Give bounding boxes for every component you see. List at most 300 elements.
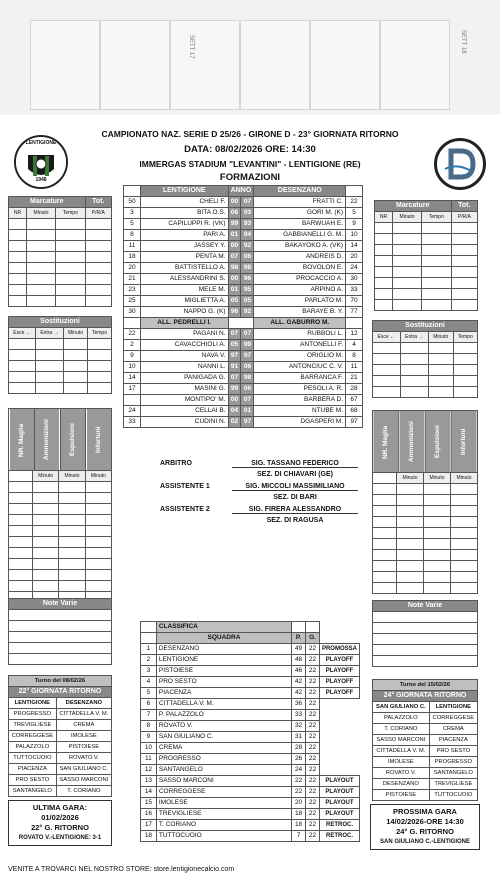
- note-row: [373, 612, 478, 623]
- marcature-row: [9, 219, 112, 230]
- away-shirt-number: 70: [346, 296, 363, 307]
- away-birth-year: 98: [241, 373, 254, 384]
- away-birth-year: 06: [241, 362, 254, 373]
- sheet-tag-left: SETT 17: [188, 35, 194, 59]
- col-tempo: Tempo: [453, 332, 477, 343]
- prossima-fixture: SAN GIULIANO C.-LENTIGIONE: [380, 839, 470, 845]
- fixture-away: CORREGGESE: [429, 713, 477, 724]
- marcature-row: [9, 285, 112, 296]
- home-shirt-number: 11: [124, 241, 141, 252]
- player-row: [124, 395, 363, 406]
- home-birth-year: 00: [228, 274, 241, 285]
- away-birth-year: 92: [241, 307, 254, 318]
- standings-row: [141, 798, 360, 809]
- away-shirt-number: 30: [346, 274, 363, 285]
- fixture-away: TREVIGLIESE: [429, 779, 477, 790]
- marcature-row: [9, 263, 112, 274]
- standings-row: [141, 765, 360, 776]
- standings-position: 2: [141, 655, 157, 666]
- standings-played: 22: [306, 721, 320, 732]
- turno-title: Turno del 08/02/26: [9, 676, 112, 687]
- standings-team: CORREGGESE: [156, 787, 291, 798]
- sostituzioni-row: [373, 354, 478, 365]
- home-birth-year: 07: [228, 252, 241, 263]
- standings-points: 7: [292, 831, 306, 842]
- home-player-name: NAVA V.: [140, 351, 228, 362]
- disciplina-row: [9, 570, 112, 581]
- fixture-away: CREMA: [56, 720, 111, 731]
- home-player-name: MELE M.: [140, 285, 228, 296]
- player-row: [124, 208, 363, 219]
- col-esce: Esce ←: [9, 328, 36, 339]
- fixture-home: T. CORIANO: [373, 724, 430, 735]
- away-shirt-number: 33: [346, 285, 363, 296]
- fixture-home: CITTADELLA V. M.: [373, 746, 430, 757]
- standings-points: 24: [292, 765, 306, 776]
- stadium: IMMERGAS STADIUM "LEVANTINI" - LENTIGIONE (RE): [139, 159, 361, 169]
- player-row: [124, 274, 363, 285]
- away-player-name: PESOLI A. R.: [254, 384, 346, 395]
- player-row: [124, 296, 363, 307]
- away-player-name: ANTONCIUC C. V.: [254, 362, 346, 373]
- standings-row: [141, 809, 360, 820]
- col-squadra: SQUADRA: [156, 633, 291, 644]
- assistente2-label: ASSISTENTE 2: [160, 506, 210, 513]
- home-birth-year: 00: [228, 395, 241, 406]
- arbitro-section: SEZ. DI CHIAVARI (GE): [257, 471, 333, 478]
- col-entra: Entra →: [36, 328, 64, 339]
- match-date: DATA: 08/02/2026 ORE: 14:30: [184, 144, 316, 155]
- home-shirt-number: 22: [124, 329, 141, 340]
- col-maglia: NR. Maglia: [9, 409, 35, 471]
- fixture-row: [373, 746, 478, 757]
- sostituzioni-row: [9, 339, 112, 350]
- home-birth-year: 07: [228, 329, 241, 340]
- standings-played: 22: [306, 809, 320, 820]
- away-shirt-number: 4: [346, 340, 363, 351]
- away-birth-year: 96: [241, 274, 254, 285]
- fixture-row: [373, 735, 478, 746]
- sheet-cell: [380, 20, 450, 110]
- standings-position: 4: [141, 677, 157, 688]
- home-player-name: CAPILUPPI R. (VK): [140, 219, 228, 230]
- standings-zone: [319, 699, 359, 710]
- standings-team: P. PALAZZOLO: [156, 710, 291, 721]
- home-birth-year: 01: [228, 285, 241, 296]
- marcature-row: [375, 234, 478, 245]
- sheet-cell: [310, 20, 380, 110]
- sostituzioni-row: [373, 365, 478, 376]
- standings-zone: PLAYOUT: [319, 809, 359, 820]
- disciplina-right: [372, 410, 478, 473]
- fixture-row: [9, 775, 112, 786]
- away-birth-year: 97: [241, 351, 254, 362]
- home-player-name: PENTA M.: [140, 252, 228, 263]
- away-shirt-number: 77: [346, 307, 363, 318]
- standings-position: 5: [141, 688, 157, 699]
- standings-played: 22: [306, 655, 320, 666]
- fixture-home: PALAZZOLO: [373, 713, 430, 724]
- note-row: [373, 634, 478, 645]
- col-tempo: Tempo: [87, 328, 111, 339]
- home-shirt-number: 10: [124, 362, 141, 373]
- standings-points: 33: [292, 710, 306, 721]
- sheet-cell: [240, 20, 310, 110]
- standings-position: 17: [141, 820, 157, 831]
- standings-zone: PLAYOUT: [319, 776, 359, 787]
- standings-played: 22: [306, 787, 320, 798]
- sostituzioni-title: Sostituzioni: [373, 321, 478, 332]
- away-player-name: BARAYE B. Y.: [254, 307, 346, 318]
- marcature-row: [9, 241, 112, 252]
- fixture-home: PIACENZA: [9, 764, 57, 775]
- home-shirt-number: 20: [124, 263, 141, 274]
- disciplina-row: [373, 495, 478, 506]
- standings-position: 11: [141, 754, 157, 765]
- fixture-home: PRO SESTO: [9, 775, 57, 786]
- away-birth-year: 07: [241, 395, 254, 406]
- away-birth-year: 06: [241, 384, 254, 395]
- standings-zone: [319, 732, 359, 743]
- marcature-right: [374, 200, 478, 311]
- standings-team: PIACENZA: [156, 688, 291, 699]
- player-row: [124, 241, 363, 252]
- marcature-row: [9, 296, 112, 307]
- away-player-name: BARBERA D.: [254, 395, 346, 406]
- col-minuto: Minuto: [429, 332, 453, 343]
- home-player-name: MONTIPO' M.: [140, 395, 228, 406]
- disciplina-row: [373, 517, 478, 528]
- standings-zone: PLAYOUT: [319, 798, 359, 809]
- away-shirt-number: 68: [346, 406, 363, 417]
- disciplina-row: [9, 482, 112, 493]
- away-player-name: RUBBOLI L.: [254, 329, 346, 340]
- home-shirt-number: 25: [124, 296, 141, 307]
- standings-team: PROGRESSO: [156, 754, 291, 765]
- away-team-header: DESENZANO: [254, 186, 346, 197]
- store-footer: VENITE A TROVARCI NEL NOSTRO STORE: store.lentigionecalcio.com: [8, 866, 235, 873]
- marcature-title: Marcature: [9, 197, 86, 208]
- fixture-row: [9, 786, 112, 797]
- standings-team: SANTANGELO: [156, 765, 291, 776]
- note-right: [372, 600, 478, 667]
- away-shirt-number: 10: [346, 230, 363, 241]
- disciplina-left-body: [8, 470, 112, 603]
- turno-away: DESENZANO: [56, 698, 111, 709]
- standings-row: [141, 677, 360, 688]
- home-birth-year: 06: [228, 208, 241, 219]
- assistente1-section: SEZ. DI BARI: [273, 494, 317, 501]
- standings-row: [141, 831, 360, 842]
- home-shirt-number: 18: [124, 252, 141, 263]
- standings-zone: RETROC.: [319, 820, 359, 831]
- home-player-name: ALESSANDRINI S.: [140, 274, 228, 285]
- standings-points: 22: [292, 787, 306, 798]
- away-player-name: ORIGLIO M.: [254, 351, 346, 362]
- home-birth-year: 96: [228, 307, 241, 318]
- fixture-home: PROGRESSO: [9, 709, 57, 720]
- away-shirt-number: 11: [346, 362, 363, 373]
- marcature-row: [375, 289, 478, 300]
- away-shirt-number: 8: [346, 351, 363, 362]
- away-birth-year: 07: [241, 197, 254, 208]
- away-shirt-number: 22: [346, 197, 363, 208]
- home-birth-year: 99: [228, 384, 241, 395]
- standings-points: 31: [292, 732, 306, 743]
- turno-subtitle: 24° GIORNATA RITORNO: [373, 691, 478, 702]
- standings-team: SAN GIULIANO C.: [156, 732, 291, 743]
- standings-position: 7: [141, 710, 157, 721]
- fixture-home: CORREGGESE: [9, 731, 57, 742]
- standings-played: 22: [306, 820, 320, 831]
- standings-position: 16: [141, 809, 157, 820]
- standings-position: 14: [141, 787, 157, 798]
- standings-played: 22: [306, 798, 320, 809]
- standings-row: [141, 732, 360, 743]
- fixture-row: [9, 753, 112, 764]
- note-title: Note Varie: [373, 601, 478, 612]
- player-row: [124, 373, 363, 384]
- fixture-row: [9, 731, 112, 742]
- note-row: [9, 632, 112, 643]
- standings-played: 22: [306, 677, 320, 688]
- standings-row: [141, 776, 360, 787]
- note-row: [9, 654, 112, 665]
- fixture-row: [373, 779, 478, 790]
- turno-subtitle: 22° GIORNATA RITORNO: [9, 687, 112, 698]
- standings-team: CITTADELLA V. M.: [156, 699, 291, 710]
- standings-position: 6: [141, 699, 157, 710]
- marcature-row: [375, 223, 478, 234]
- away-player-name: ANDREIS D.: [254, 252, 346, 263]
- home-player-name: PARI A.: [140, 230, 228, 241]
- col-espulsioni: Espulsioni: [60, 409, 86, 471]
- standings-points: 28: [292, 743, 306, 754]
- disciplina-left: [8, 408, 112, 471]
- col-pra: P/R/A: [85, 208, 111, 219]
- sostituzioni-right: [372, 320, 478, 398]
- tot-label: Tot.: [85, 197, 111, 208]
- marcature-title: Marcature: [375, 201, 452, 212]
- col-nr: NR: [9, 208, 27, 219]
- fixture-away: SAN GIULIANO C.: [56, 764, 111, 775]
- away-player-name: BOVOLON E.: [254, 263, 346, 274]
- disciplina-row: [373, 484, 478, 495]
- home-player-name: NAPPO G. (K): [140, 307, 228, 318]
- player-row: [124, 252, 363, 263]
- championship-title: CAMPIONATO NAZ. SERIE D 25/26 - GIRONE D - 23° GIORNATA RITORNO: [101, 129, 399, 139]
- assistente2-name: SIG. FIRERA ALESSANDRO: [232, 506, 358, 514]
- home-birth-year: 05: [228, 296, 241, 307]
- away-birth-year: 94: [241, 230, 254, 241]
- sostituzioni-row: [9, 372, 112, 383]
- background-sheet-strip: [0, 0, 500, 115]
- standings-points: 42: [292, 688, 306, 699]
- away-shirt-number: 14: [346, 241, 363, 252]
- home-shirt-number: 2: [124, 340, 141, 351]
- fixture-home: PISTOIESE: [373, 790, 430, 801]
- disciplina-row: [9, 504, 112, 515]
- fixture-row: [9, 764, 112, 775]
- fixture-row: [9, 709, 112, 720]
- fixture-away: PROGRESSO: [429, 757, 477, 768]
- disciplina-right-body: [372, 472, 478, 594]
- away-player-name: DGASPERI M.: [254, 417, 346, 428]
- turno-away: LENTIGIONE: [429, 702, 477, 713]
- home-player-name: JASSEY Y.: [140, 241, 228, 252]
- away-shirt-number: 24: [346, 263, 363, 274]
- col-tempo: Tempo: [56, 208, 85, 219]
- formazioni-heading: FORMAZIONI: [219, 172, 281, 183]
- home-birth-year: 04: [228, 406, 241, 417]
- marcature-row: [375, 267, 478, 278]
- standings-position: 10: [141, 743, 157, 754]
- marcature-row: [375, 256, 478, 267]
- away-player-name: ANTONELLI F.: [254, 340, 346, 351]
- away-birth-year: 07: [241, 329, 254, 340]
- prossima-gara-box: [370, 804, 480, 850]
- home-player-name: CUDINI N.: [140, 417, 228, 428]
- standings-team: ROVATO V.: [156, 721, 291, 732]
- sostituzioni-row: [9, 350, 112, 361]
- away-player-name: PROCACCIO A.: [254, 274, 346, 285]
- ultima-date: 01/02/2026: [41, 813, 79, 822]
- standings-row: [141, 721, 360, 732]
- disciplina-row: [373, 550, 478, 561]
- col-espulsioni: Espulsioni: [425, 411, 451, 473]
- disciplina-row: [9, 559, 112, 570]
- home-birth-year: 97: [228, 351, 241, 362]
- standings-zone: PLAYOFF: [319, 666, 359, 677]
- home-shirt-number: 14: [124, 373, 141, 384]
- standings-team: TUTTOCUOIO: [156, 831, 291, 842]
- standings-points: 18: [292, 820, 306, 831]
- home-birth-year: 02: [228, 417, 241, 428]
- marcature-row: [375, 278, 478, 289]
- home-shirt-number: 9: [124, 351, 141, 362]
- standings-played: 22: [306, 688, 320, 699]
- player-row: [124, 230, 363, 241]
- home-shirt-number: 23: [124, 285, 141, 296]
- standings-zone: [319, 754, 359, 765]
- away-birth-year: 93: [241, 208, 254, 219]
- standings-position: 18: [141, 831, 157, 842]
- home-shirt-number: 50: [124, 197, 141, 208]
- logo-year: 1948: [35, 177, 47, 183]
- col-minuto: Minuto: [33, 471, 59, 482]
- home-shirt-number: 5: [124, 219, 141, 230]
- standings-position: 13: [141, 776, 157, 787]
- fixture-row: [373, 768, 478, 779]
- col-entra: Entra →: [400, 332, 429, 343]
- away-shirt-number: 67: [346, 395, 363, 406]
- fixture-row: [9, 720, 112, 731]
- standings-zone: [319, 710, 359, 721]
- away-birth-year: 01: [241, 406, 254, 417]
- standings-team: IMOLESE: [156, 798, 291, 809]
- disciplina-row: [9, 493, 112, 504]
- home-player-name: BATTISTELLO A.: [140, 263, 228, 274]
- player-row: [124, 417, 363, 428]
- sostituzioni-row: [373, 376, 478, 387]
- fixture-row: [373, 757, 478, 768]
- col-giocate: G.: [306, 633, 320, 644]
- standings-team: TREVIGLIESE: [156, 809, 291, 820]
- logo-text: LENTIGIONE: [25, 140, 57, 146]
- sheet-cell: [170, 20, 240, 110]
- marcature-row: [9, 252, 112, 263]
- standings-points: 22: [292, 776, 306, 787]
- col-minuto: Minuto: [451, 473, 478, 484]
- home-shirt-number: 17: [124, 384, 141, 395]
- ultima-title: ULTIMA GARA:: [32, 803, 88, 812]
- standings-team: PRO SESTO: [156, 677, 291, 688]
- note-row: [373, 645, 478, 656]
- away-birth-year: 97: [241, 417, 254, 428]
- fixture-row: [373, 790, 478, 801]
- col-minuto: Minuto: [397, 473, 424, 484]
- player-row: [124, 406, 363, 417]
- away-birth-year: 93: [241, 219, 254, 230]
- turno-home: LENTIGIONE: [9, 698, 57, 709]
- away-birth-year: 98: [241, 263, 254, 274]
- ultima-result: ROVATO V.-LENTIGIONE: 3-1: [18, 835, 102, 841]
- away-player-name: BARRANCA F.: [254, 373, 346, 384]
- sheet-cell: [30, 20, 100, 110]
- standings-position: 15: [141, 798, 157, 809]
- col-ammonizioni: Ammonizioni: [399, 411, 425, 473]
- standings-row: [141, 710, 360, 721]
- standings-team: CREMA: [156, 743, 291, 754]
- home-player-name: BITA O.S.: [140, 208, 228, 219]
- col-tempo: Tempo: [422, 212, 451, 223]
- standings-position: 8: [141, 721, 157, 732]
- home-birth-year: 07: [228, 373, 241, 384]
- col-infortuni: Infortuni: [86, 409, 112, 471]
- classifica-table: [140, 621, 360, 842]
- note-row: [373, 656, 478, 667]
- col-minuto: Minuto: [424, 473, 451, 484]
- away-shirt-number: 21: [346, 373, 363, 384]
- anno-header: ANNO: [228, 186, 254, 197]
- standings-team: SASSO MARCONI: [156, 776, 291, 787]
- prossima-date: 14/02/2026-ORE 14:30: [386, 817, 464, 826]
- standings-zone: PLAYOFF: [319, 677, 359, 688]
- standings-position: 9: [141, 732, 157, 743]
- col-minuto: Minuto: [63, 328, 87, 339]
- marcature-row: [9, 274, 112, 285]
- col-infortuni: Infortuni: [451, 411, 477, 473]
- home-player-name: CAVACCHIOLI A.: [140, 340, 228, 351]
- fixture-away: CITTADELLA V. M.: [56, 709, 111, 720]
- away-shirt-number: 28: [346, 384, 363, 395]
- home-birth-year: 05: [228, 340, 241, 351]
- away-shirt-number: 5: [346, 208, 363, 219]
- standings-points: 49: [292, 644, 306, 655]
- standings-zone: PLAYOUT: [319, 787, 359, 798]
- fixture-away: TUTTOCUOIO: [429, 790, 477, 801]
- coach-home: ALL. PEDRELLI I.: [140, 318, 228, 329]
- assistente2-section: SEZ. DI RAGUSA: [266, 517, 324, 524]
- home-shirt-number: 3: [124, 208, 141, 219]
- note-title: Note Varie: [9, 599, 112, 610]
- col-nr: NR: [375, 212, 393, 223]
- turno-left: [8, 675, 112, 797]
- away-player-name: BARWUAH E.: [254, 219, 346, 230]
- note-left: [8, 598, 112, 665]
- fixture-home: IMOLESE: [373, 757, 430, 768]
- assistente1-label: ASSISTENTE 1: [160, 483, 210, 490]
